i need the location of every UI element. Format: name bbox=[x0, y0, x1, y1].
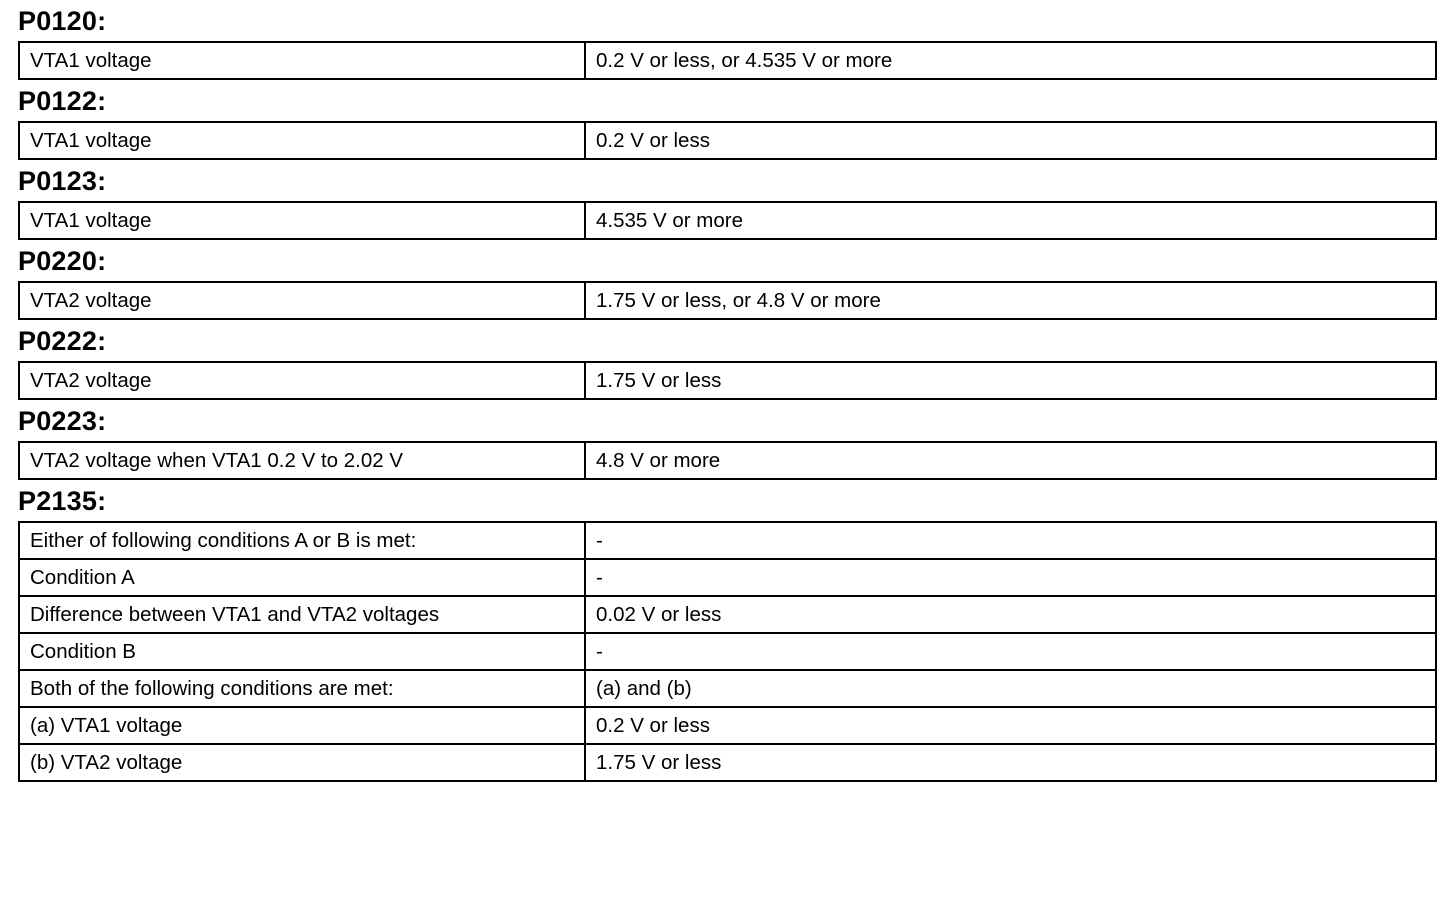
condition-value-cell: 0.2 V or less bbox=[585, 122, 1436, 159]
dtc-section bbox=[18, 80, 1435, 160]
condition-item-cell: (b) VTA2 voltage bbox=[19, 744, 585, 781]
table-row bbox=[19, 202, 1436, 239]
table-row bbox=[19, 522, 1436, 559]
condition-item-cell: Condition A bbox=[19, 559, 585, 596]
condition-value-cell: - bbox=[585, 559, 1436, 596]
table-row bbox=[19, 596, 1436, 633]
detection-condition-table bbox=[18, 281, 1437, 320]
table-row bbox=[19, 362, 1436, 399]
condition-item-cell: (a) VTA1 voltage bbox=[19, 707, 585, 744]
condition-item-cell: VTA2 voltage bbox=[19, 282, 585, 319]
dtc-section bbox=[18, 320, 1435, 400]
dtc-section bbox=[18, 160, 1435, 240]
detection-condition-table bbox=[18, 41, 1437, 80]
condition-value-cell: 4.8 V or more bbox=[585, 442, 1436, 479]
condition-value-cell: 0.2 V or less, or 4.535 V or more bbox=[585, 42, 1436, 79]
condition-item-cell: VTA1 voltage bbox=[19, 122, 585, 159]
dtc-section bbox=[18, 240, 1435, 320]
condition-value-cell: 1.75 V or less bbox=[585, 744, 1436, 781]
table-row bbox=[19, 707, 1436, 744]
dtc-code-heading: P0123: bbox=[18, 166, 107, 196]
dtc-code-heading: P0223: bbox=[18, 406, 107, 436]
detection-condition-table bbox=[18, 201, 1437, 240]
detection-condition-table bbox=[18, 521, 1437, 782]
table-row bbox=[19, 442, 1436, 479]
table-row bbox=[19, 122, 1436, 159]
condition-value-cell: - bbox=[585, 633, 1436, 670]
detection-condition-table bbox=[18, 441, 1437, 480]
condition-value-cell: - bbox=[585, 522, 1436, 559]
condition-item-cell: VTA2 voltage bbox=[19, 362, 585, 399]
condition-item-cell: Difference between VTA1 and VTA2 voltages bbox=[19, 596, 585, 633]
table-row bbox=[19, 282, 1436, 319]
condition-item-cell: Both of the following conditions are met: bbox=[19, 670, 585, 707]
table-row bbox=[19, 42, 1436, 79]
condition-value-cell: 4.535 V or more bbox=[585, 202, 1436, 239]
condition-item-cell: VTA2 voltage when VTA1 0.2 V to 2.02 V bbox=[19, 442, 585, 479]
detection-condition-table bbox=[18, 361, 1437, 400]
condition-value-cell: 1.75 V or less bbox=[585, 362, 1436, 399]
table-row bbox=[19, 633, 1436, 670]
table-row bbox=[19, 559, 1436, 596]
condition-value-cell: (a) and (b) bbox=[585, 670, 1436, 707]
detection-condition-table bbox=[18, 121, 1437, 160]
table-row bbox=[19, 744, 1436, 781]
dtc-code-heading: P0222: bbox=[18, 326, 107, 356]
dtc-condition-document bbox=[18, 0, 1435, 782]
condition-item-cell: Condition B bbox=[19, 633, 585, 670]
condition-item-cell: VTA1 voltage bbox=[19, 42, 585, 79]
dtc-code-heading: P0120: bbox=[18, 6, 107, 36]
dtc-code-heading: P0122: bbox=[18, 86, 107, 116]
table-row bbox=[19, 670, 1436, 707]
condition-item-cell: VTA1 voltage bbox=[19, 202, 585, 239]
dtc-section bbox=[18, 0, 1435, 80]
condition-value-cell: 0.02 V or less bbox=[585, 596, 1436, 633]
dtc-section bbox=[18, 400, 1435, 480]
condition-item-cell: Either of following conditions A or B is met: bbox=[19, 522, 585, 559]
dtc-section bbox=[18, 480, 1435, 782]
condition-value-cell: 1.75 V or less, or 4.8 V or more bbox=[585, 282, 1436, 319]
dtc-code-heading: P0220: bbox=[18, 246, 107, 276]
condition-value-cell: 0.2 V or less bbox=[585, 707, 1436, 744]
dtc-code-heading: P2135: bbox=[18, 486, 107, 516]
